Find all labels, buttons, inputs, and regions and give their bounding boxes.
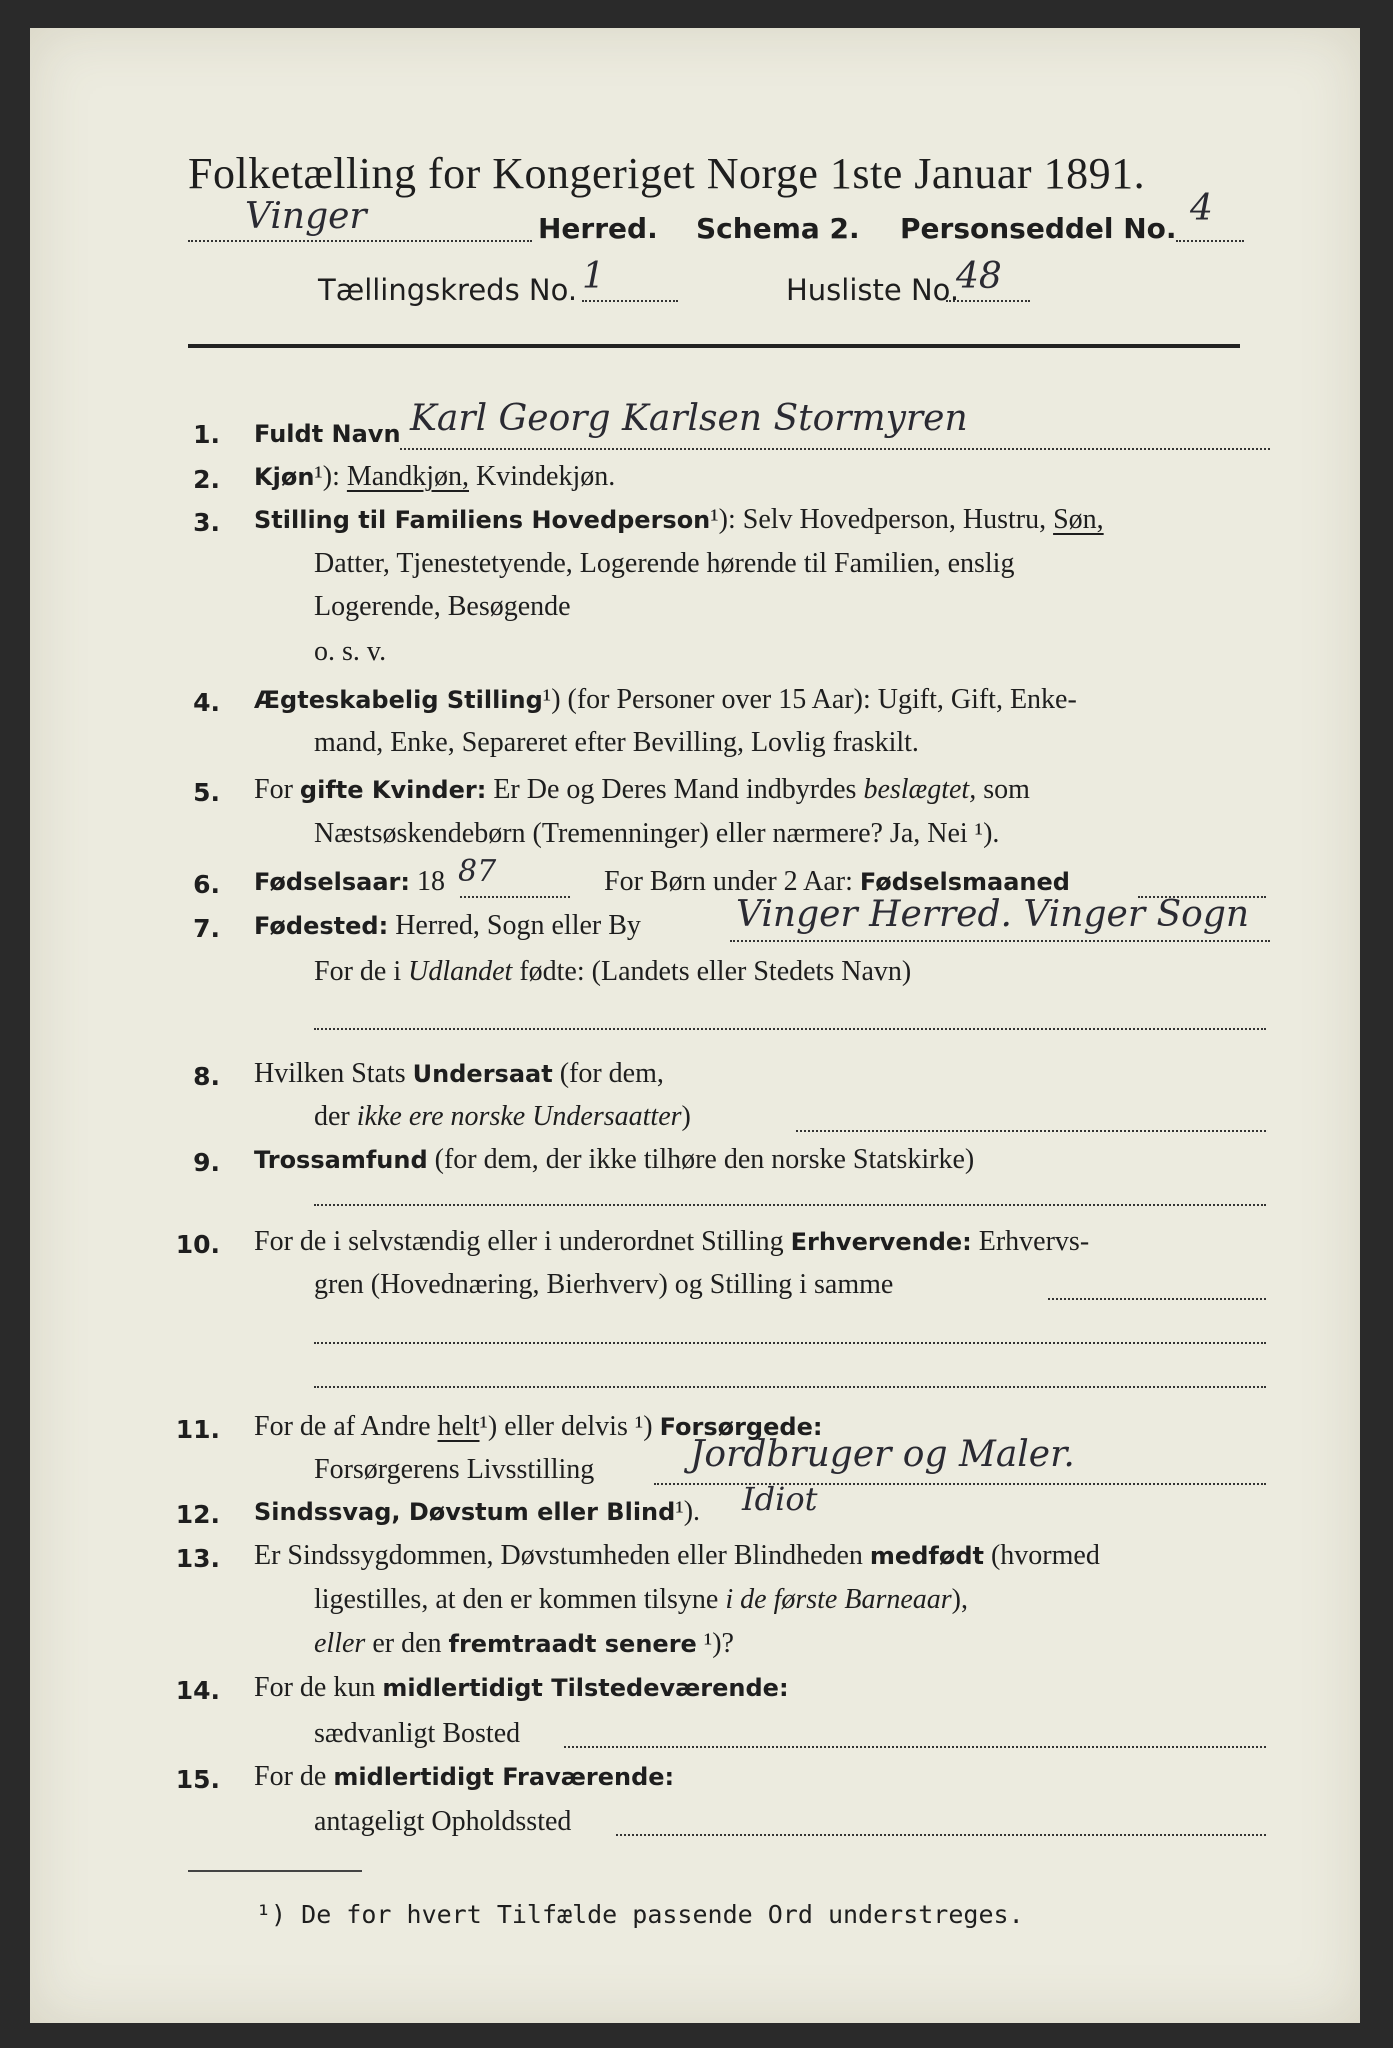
taellingskreds-value: 1 bbox=[582, 256, 605, 297]
q8-line1c: (for dem, bbox=[559, 1058, 664, 1089]
q13-number: 13. bbox=[175, 1544, 220, 1573]
q15-line1b: midlertidigt Fraværende: bbox=[333, 1763, 675, 1791]
q11-line1b: ¹) eller delvis ¹) bbox=[479, 1411, 653, 1442]
q7-line2a: For de i bbox=[314, 956, 402, 987]
q7-text: Herred, Sogn eller By bbox=[395, 910, 641, 941]
q6-year-dotted-line bbox=[460, 896, 570, 898]
q11-answer: Jordbruger og Maler. bbox=[690, 1434, 1075, 1475]
q5-number: 5. bbox=[193, 778, 220, 807]
census-form bbox=[30, 28, 1360, 2023]
q10-line1a: For de i selvstændig eller i underordnet Stilling bbox=[254, 1226, 784, 1257]
q13-line1c: (hvormed bbox=[990, 1540, 1100, 1571]
q10-line1b: Erhvervende: bbox=[790, 1228, 972, 1256]
q14-dotted-line bbox=[564, 1746, 1266, 1748]
q10-number: 10. bbox=[175, 1230, 220, 1259]
footnote-rule bbox=[188, 1870, 362, 1872]
q6-mid: For Børn under 2 Aar: bbox=[604, 866, 853, 897]
q9-dotted-line bbox=[314, 1204, 1266, 1206]
q3-line4: o. s. v. bbox=[314, 636, 387, 667]
q1-number: 1. bbox=[193, 420, 220, 449]
q13-line2b: i de første Barneaar bbox=[725, 1584, 952, 1615]
q7-label: Fødested: bbox=[254, 912, 389, 940]
q11-line1c: Forsørgede: bbox=[659, 1413, 823, 1441]
q13-line1a: Er Sindssygdommen, Døvstumheden eller Blindheden bbox=[254, 1540, 863, 1571]
q8-number: 8. bbox=[193, 1062, 220, 1091]
q6-label2: Fødselsmaaned bbox=[859, 868, 1070, 896]
q7-line2b: Udlandet bbox=[408, 956, 513, 987]
q7-number: 7. bbox=[193, 914, 220, 943]
q2-sup: ¹): bbox=[314, 461, 340, 492]
q13-line3d: ¹)? bbox=[703, 1628, 734, 1659]
herred-label: Herred. bbox=[538, 212, 658, 245]
q8-line1a: Hvilken Stats bbox=[254, 1058, 406, 1089]
q2-option-mandkjon: Mandkjøn, bbox=[346, 461, 470, 492]
q8-line2a: der bbox=[314, 1101, 350, 1132]
q10-dotted-line-1 bbox=[1048, 1298, 1266, 1300]
q13-line3c: fremtraadt senere bbox=[448, 1630, 697, 1658]
q14-number: 14. bbox=[175, 1676, 220, 1705]
q10-line2: gren (Hovednæring, Bierhverv) og Stilling i samme bbox=[314, 1269, 894, 1300]
husliste-dotted-line bbox=[946, 300, 1030, 302]
q11-number: 11. bbox=[175, 1415, 220, 1444]
q4-line1: ¹) (for Personer over 15 Aar): Ugift, Gift, Enke- bbox=[542, 684, 1077, 715]
q11-helt: helt bbox=[437, 1411, 480, 1442]
q6-number: 6. bbox=[193, 870, 220, 899]
q3-option-son: Søn, bbox=[1053, 504, 1104, 535]
q8-line2b: ikke ere norske Undersaatter bbox=[356, 1101, 682, 1132]
q15-number: 15. bbox=[175, 1765, 220, 1794]
q15-line2: antageligt Opholdssted bbox=[314, 1806, 572, 1837]
q13-line2c: ), bbox=[951, 1584, 968, 1615]
q14-line2: sædvanligt Bosted bbox=[314, 1718, 521, 1749]
q5-label-a: For bbox=[254, 774, 293, 805]
q13-line3b: er den bbox=[372, 1628, 442, 1659]
q4-label: Ægteskabelig Stilling bbox=[254, 686, 543, 714]
q4-line2: mand, Enke, Separeret efter Bevilling, Lovlig fraskilt. bbox=[314, 727, 919, 758]
form-title: Folketælling for Kongeriget Norge 1ste Januar 1891. bbox=[188, 149, 1146, 198]
q7-udland-dotted-line bbox=[314, 1028, 1266, 1030]
q15-line1a: For de bbox=[254, 1761, 327, 1792]
q1-label: Fuldt Navn bbox=[254, 420, 401, 448]
q12-sup: ¹). bbox=[675, 1496, 701, 1527]
q5-line1a: Er De og Deres Mand indbyrdes bbox=[493, 774, 857, 805]
q9-number: 9. bbox=[193, 1148, 220, 1177]
q3-line3: Logerende, Besøgende bbox=[314, 591, 571, 622]
q3-text-a: Selv Hovedperson, Hustru, bbox=[742, 504, 1047, 535]
q9-label: Trossamfund bbox=[254, 1146, 428, 1174]
personseddel-value: 4 bbox=[1190, 188, 1213, 229]
q5-line2: Næstsøskendebørn (Tremenninger) eller nærmere? Ja, Nei ¹). bbox=[314, 818, 1000, 849]
schema-label: Schema 2. bbox=[696, 212, 860, 245]
q6-label: Fødselsaar: bbox=[254, 868, 410, 896]
herred-value: Vinger bbox=[245, 196, 367, 237]
q10-dotted-line-2 bbox=[314, 1342, 1266, 1344]
q13-line2a: ligestilles, at den er kommen tilsyne bbox=[314, 1584, 719, 1615]
q3-label: Stilling til Familiens Hovedperson bbox=[254, 506, 711, 534]
q5-label-b: gifte Kvinder: bbox=[299, 776, 487, 804]
q4-number: 4. bbox=[193, 688, 220, 717]
q12-label: Sindssvag, Døvstum eller Blind bbox=[254, 1498, 676, 1526]
q13-line1b: medfødt bbox=[869, 1542, 984, 1570]
q6-year-value: 87 bbox=[458, 854, 497, 889]
q10-dotted-line-3 bbox=[314, 1386, 1266, 1388]
q11-line2: Forsørgerens Livsstilling bbox=[314, 1454, 595, 1485]
q1-answer: Karl Georg Karlsen Stormyren bbox=[410, 398, 968, 439]
personseddel-label: Personseddel No. bbox=[900, 212, 1177, 245]
footnote: ¹) De for hvert Tilfælde passende Ord understreges. bbox=[256, 1900, 1024, 1929]
q14-line1a: For de kun bbox=[254, 1672, 376, 1703]
q3-sup: ¹): bbox=[710, 504, 736, 535]
q7-line2c: fødte: (Landets eller Stedets Navn) bbox=[519, 956, 912, 987]
q2-option-kvindekjon: Kvindekjøn. bbox=[476, 461, 616, 492]
q7-answer: Vinger Herred. Vinger Sogn bbox=[736, 894, 1250, 935]
husliste-label: Husliste No. bbox=[786, 273, 960, 307]
q3-line2: Datter, Tjenestetyende, Logerende hørende til Familien, enslig bbox=[314, 548, 1015, 579]
q8-dotted-line bbox=[796, 1130, 1266, 1132]
herred-dotted-line bbox=[188, 240, 532, 242]
taellingskreds-dotted-line bbox=[582, 300, 678, 302]
q8-line1b: Undersaat bbox=[412, 1060, 553, 1088]
header-rule bbox=[188, 344, 1240, 348]
q1-dotted-line bbox=[400, 448, 1270, 450]
q11-line1a: For de af Andre bbox=[254, 1411, 431, 1442]
q15-dotted-line bbox=[616, 1834, 1266, 1836]
q14-line1b: midlertidigt Tilstedeværende: bbox=[382, 1674, 789, 1702]
q5-line1b: beslægtet, bbox=[863, 774, 977, 805]
taellingskreds-label: Tællingskreds No. bbox=[318, 273, 578, 307]
husliste-value: 48 bbox=[956, 256, 1002, 297]
q5-line1c: som bbox=[983, 774, 1030, 805]
q6-year-prefix: 18 bbox=[417, 866, 445, 897]
q12-number: 12. bbox=[175, 1500, 220, 1529]
personseddel-dotted-line bbox=[1176, 240, 1244, 242]
q12-answer: Idiot bbox=[742, 1480, 818, 1518]
q3-number: 3. bbox=[193, 508, 220, 537]
q2-number: 2. bbox=[193, 465, 220, 494]
q9-text: (for dem, der ikke tilhøre den norske Statskirke) bbox=[434, 1144, 975, 1175]
q8-line2c: ) bbox=[681, 1101, 691, 1132]
q2-label: Kjøn bbox=[254, 463, 315, 491]
q13-line3a: eller bbox=[314, 1628, 366, 1659]
q10-line1c: Erhvervs- bbox=[978, 1226, 1090, 1257]
q7-dotted-line bbox=[730, 940, 1270, 942]
